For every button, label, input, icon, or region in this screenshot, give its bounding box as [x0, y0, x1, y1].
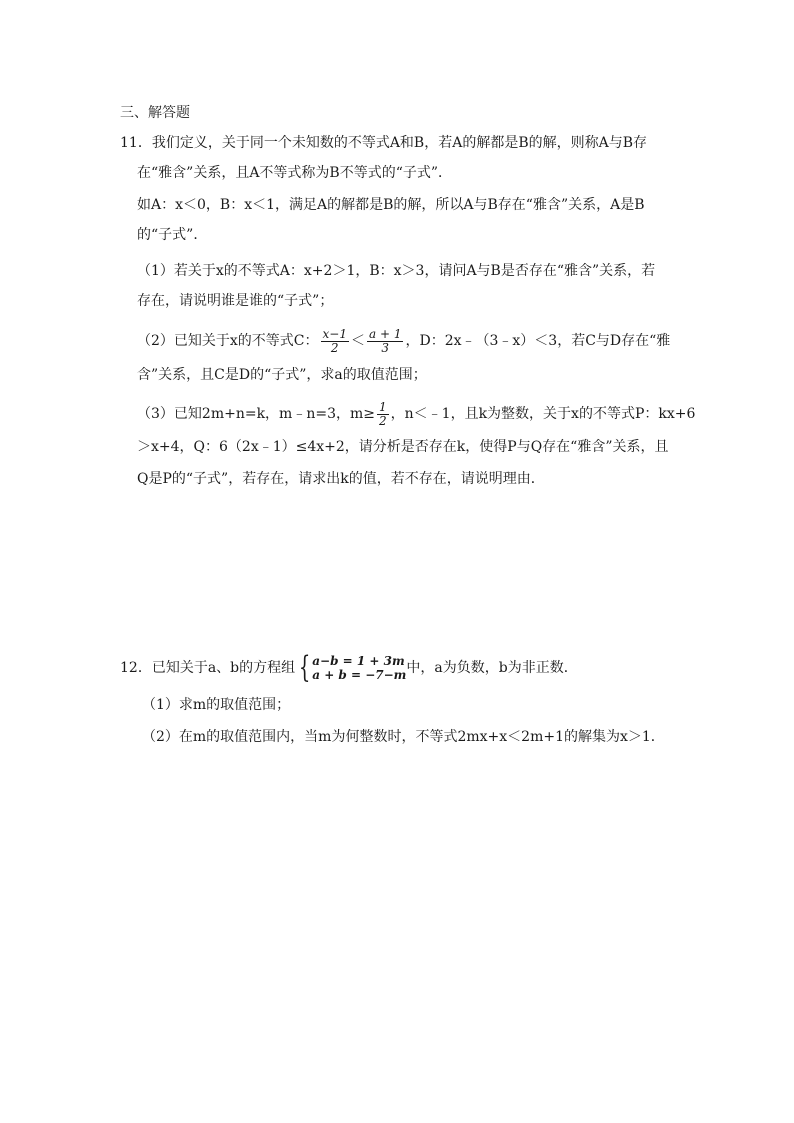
q11-line-4: 的“子式”．: [137, 227, 208, 243]
q11-part3-line-1: [137, 398, 695, 430]
q12-part1: （1）求m的取值范围；: [142, 697, 291, 713]
q11-part2-suffix: ，D：2x﹣（3﹣x）＜3，若C与D存在“雅: [405, 333, 671, 349]
q12-prefix: 已知关于a、b的方程组: [151, 660, 296, 676]
q11-number: 11．: [120, 135, 152, 151]
q11-part2-fraction-1: [321, 328, 349, 355]
q11-part3-line-2: ＞x+4，Q：6（2x﹣1）≤4x+2，请分析是否存在k，使得P与Q存在“雅含”关系，且: [137, 439, 669, 455]
q11-part2-prefix: （2）已知关于x的不等式C：: [137, 333, 319, 349]
q12-equation-system: [312, 654, 406, 682]
q11-part3-prefix: （3）已知2m+n=k，m﹣n=3，m≥: [137, 406, 375, 422]
q12-equation-2: a + b = −7−m: [312, 668, 407, 682]
fraction-denominator: 3: [381, 340, 390, 355]
q11-part3-suffix: ，n＜﹣1，且k为整数，关于x的不等式P：kx+6: [390, 406, 696, 422]
q11-line-1: [120, 134, 647, 152]
q12-part2: （2）在m的取值范围内，当m为何整数时，不等式2mx+x＜2m+1的解集为x＞1．: [142, 729, 665, 745]
fraction-numerator: a + 1: [368, 326, 402, 341]
q11-part2-fraction-2: [367, 328, 403, 355]
q12-equation-1: a−b = 1 + 3m: [312, 654, 405, 668]
fraction-denominator: 2: [379, 413, 387, 428]
q11-part2-line-2: 含”关系，且C是D的“子式”，求a的取值范围；: [137, 367, 427, 383]
q12-suffix: 中，a为负数，b为非正数．: [406, 660, 578, 676]
q11-part2-less-than: ＜: [350, 333, 365, 349]
q12-number: 12．: [120, 660, 152, 676]
q11-line-2: 在“雅含”关系，且A不等式称为B不等式的“子式”．: [137, 165, 453, 181]
fraction-numerator: x−1: [322, 326, 347, 341]
q11-part2-line-1: [137, 326, 670, 356]
q11-part1-line-1: （1）若关于x的不等式A：x+2＞1，B：x＞3，请问A与B是否存在“雅含”关系，若: [137, 263, 656, 279]
q11-part3-fraction: [377, 401, 389, 428]
section-title: 三、解答题: [120, 105, 190, 121]
left-brace-icon: {: [298, 650, 311, 685]
q12-line-1: [120, 652, 578, 684]
q11-part3-line-3: Q是P的“子式”，若存在，请求出k的值，若不存在，请说明理由．: [137, 471, 545, 487]
q11-part1-line-2: 存在，请说明谁是谁的“子式”；: [137, 293, 334, 309]
q11-stem-text: 我们定义，关于同一个未知数的不等式A和B，若A的解都是B的解，则称A与B存: [151, 135, 648, 151]
fraction-denominator: 2: [330, 340, 339, 355]
fraction-numerator: 1: [379, 399, 387, 414]
q11-line-3: 如A：x＜0，B：x＜1，满足A的解都是B的解，所以A与B存在“雅含”关系，A是B: [137, 197, 645, 213]
